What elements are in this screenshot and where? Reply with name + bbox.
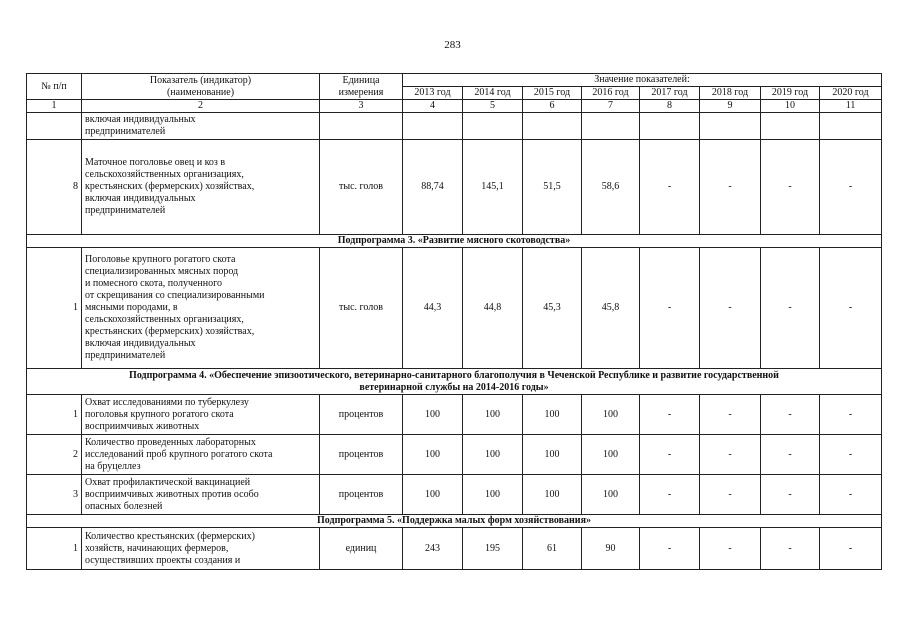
value-cell: - (820, 528, 882, 570)
value-cell: 100 (463, 395, 523, 435)
value-cell: 100 (403, 475, 463, 515)
col-number-cell: 1 (27, 100, 82, 113)
indicator-table (26, 73, 882, 570)
value-cell: - (700, 528, 761, 570)
unit-cell: тыс. голов (320, 248, 403, 369)
col-number-cell: 11 (820, 100, 882, 113)
value-cell: 100 (403, 435, 463, 475)
row-number: 1 (27, 528, 82, 570)
value-cell: - (761, 395, 820, 435)
value-cell (640, 113, 700, 140)
value-cell: - (700, 248, 761, 369)
value-cell: 45,3 (523, 248, 582, 369)
value-cell: 100 (463, 435, 523, 475)
value-cell (700, 113, 761, 140)
value-cell: - (640, 528, 700, 570)
value-cell (761, 113, 820, 140)
table-row (27, 113, 882, 140)
table-row (27, 475, 882, 515)
value-cell: - (640, 435, 700, 475)
value-cell: - (761, 528, 820, 570)
year-cell: 2019 год (761, 87, 820, 100)
value-cell: 100 (582, 395, 640, 435)
value-cell: - (700, 395, 761, 435)
indicator-name: Количество крестьянских (фермерских) хозяйств, начинающих фермеров, осуществивших проекты создания и (82, 528, 320, 570)
value-cell (523, 113, 582, 140)
year-cell: 2014 год (463, 87, 523, 100)
value-cell: 243 (403, 528, 463, 570)
row-number: 1 (27, 248, 82, 369)
col-number-cell: 10 (761, 100, 820, 113)
value-cell: - (640, 395, 700, 435)
page-number: 283 (444, 39, 461, 51)
row-number (27, 113, 82, 140)
value-cell: 195 (463, 528, 523, 570)
value-cell: - (700, 475, 761, 515)
table-row (27, 528, 882, 570)
value-cell: 45,8 (582, 248, 640, 369)
value-cell: - (820, 435, 882, 475)
subprogram-row (27, 369, 882, 395)
year-cell: 2017 год (640, 87, 700, 100)
unit-cell: тыс. голов (320, 140, 403, 235)
value-cell: 100 (582, 435, 640, 475)
col-number-cell: 6 (523, 100, 582, 113)
unit-cell: единиц (320, 528, 403, 570)
col-number-cell: 7 (582, 100, 640, 113)
year-cell: 2016 год (582, 87, 640, 100)
value-cell: 58,6 (582, 140, 640, 235)
value-cell: 100 (582, 475, 640, 515)
header-row-1 (27, 74, 882, 87)
value-cell: - (761, 140, 820, 235)
year-cell: 2015 год (523, 87, 582, 100)
value-cell (820, 113, 882, 140)
header-num: № п/п (27, 74, 82, 100)
header-unit: Единица измерения (320, 74, 403, 100)
col-number-cell: 3 (320, 100, 403, 113)
col-number-cell: 2 (82, 100, 320, 113)
indicator-name: Охват профилактической вакцинацией восприимчивых животных против особо опасных болезней (82, 475, 320, 515)
row-number: 2 (27, 435, 82, 475)
value-cell: 44,3 (403, 248, 463, 369)
value-cell: 100 (403, 395, 463, 435)
col-number-cell: 4 (403, 100, 463, 113)
year-cell: 2020 год (820, 87, 882, 100)
table-row (27, 140, 882, 235)
col-number-cell: 5 (463, 100, 523, 113)
subprogram-row (27, 515, 882, 528)
unit-cell: процентов (320, 435, 403, 475)
year-cell: 2013 год (403, 87, 463, 100)
value-cell: 100 (523, 475, 582, 515)
row-number: 3 (27, 475, 82, 515)
indicator-name: включая индивидуальных предпринимателей (82, 113, 320, 140)
year-cell: 2018 год (700, 87, 761, 100)
value-cell: 100 (523, 435, 582, 475)
value-cell: 145,1 (463, 140, 523, 235)
subprogram-title: Подпрограмма 3. «Развитие мясного скотоводства» (27, 235, 882, 248)
indicator-name: Маточное поголовье овец и коз в сельскохозяйственных организациях, крестьянских (фермерских) хозяйствах, включая индивидуальных предпринимателей (82, 140, 320, 235)
indicator-name: Охват исследованиями по туберкулезу поголовья крупного рогатого скота восприимчивых животных (82, 395, 320, 435)
value-cell: - (761, 248, 820, 369)
col-number-cell: 8 (640, 100, 700, 113)
value-cell: - (700, 140, 761, 235)
value-cell: 90 (582, 528, 640, 570)
header-row-col-numbers (27, 100, 882, 113)
value-cell (463, 113, 523, 140)
value-cell: 100 (523, 395, 582, 435)
value-cell: - (820, 395, 882, 435)
value-cell (582, 113, 640, 140)
value-cell: - (761, 475, 820, 515)
value-cell: - (820, 248, 882, 369)
table-row (27, 395, 882, 435)
value-cell: - (820, 140, 882, 235)
value-cell: - (700, 435, 761, 475)
subprogram-title: Подпрограмма 5. «Поддержка малых форм хозяйствования» (27, 515, 882, 528)
col-number-cell: 9 (700, 100, 761, 113)
value-cell: 88,74 (403, 140, 463, 235)
unit-cell (320, 113, 403, 140)
row-number: 1 (27, 395, 82, 435)
table-row (27, 435, 882, 475)
header-indicator: Показатель (индикатор) (наименование) (82, 74, 320, 100)
row-number: 8 (27, 140, 82, 235)
header-values-title: Значение показателей: (403, 74, 882, 87)
value-cell (403, 113, 463, 140)
value-cell: - (820, 475, 882, 515)
value-cell: 44,8 (463, 248, 523, 369)
unit-cell: процентов (320, 475, 403, 515)
subprogram-row (27, 235, 882, 248)
indicator-name: Поголовье крупного рогатого скота специализированных мясных пород и помесного скота, полученного от скрещивания со специализированными мясными породами, в сельскохозяйственных организациях, крестьянских (фермерских) хозяйствах, включая индивидуальных предпринимателей (82, 248, 320, 369)
subprogram-title: Подпрограмма 4. «Обеспечение эпизоотического, ветеринарно-санитарного благополучия в Чеченской Республике и развитие государственной ветеринарной службы на 2014-2016 годы» (27, 369, 882, 395)
value-cell: 100 (463, 475, 523, 515)
indicator-name: Количество проведенных лабораторных исследований проб крупного рогатого скота на бруцеллез (82, 435, 320, 475)
value-cell: - (640, 248, 700, 369)
value-cell: - (640, 140, 700, 235)
value-cell: 61 (523, 528, 582, 570)
value-cell: - (761, 435, 820, 475)
unit-cell: процентов (320, 395, 403, 435)
value-cell: 51,5 (523, 140, 582, 235)
value-cell: - (640, 475, 700, 515)
table-row (27, 248, 882, 369)
